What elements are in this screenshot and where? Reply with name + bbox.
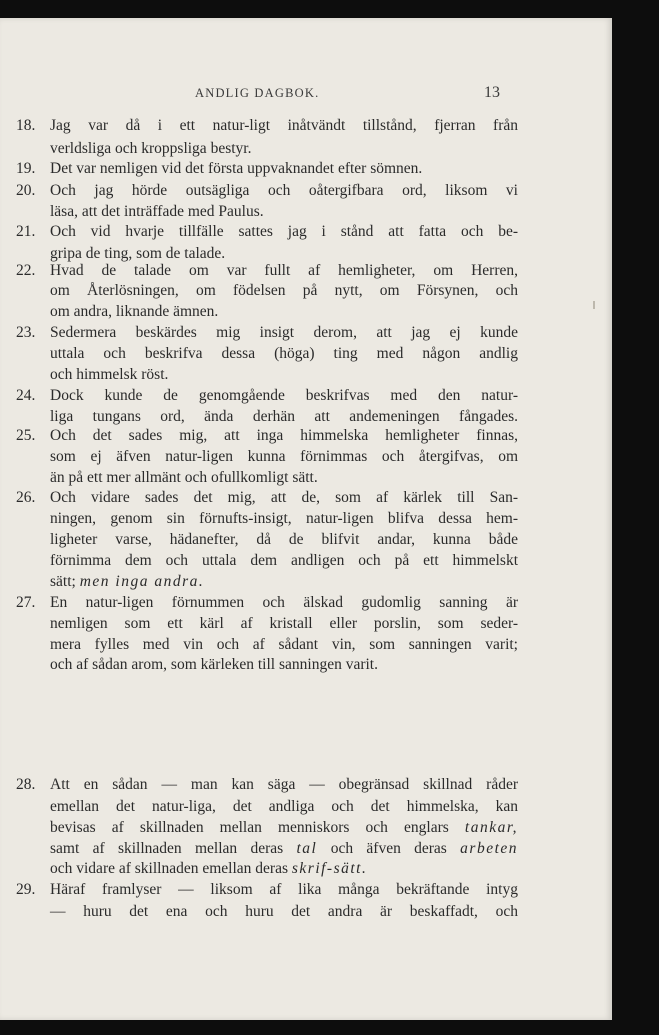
verse-line <box>50 386 518 407</box>
line-text: Och det sades mig, att inga himmelska hemligheter finnas, <box>50 427 518 444</box>
verse-line <box>50 181 518 202</box>
verse-line <box>50 902 518 923</box>
emphasis-text: arbeten <box>460 840 519 857</box>
line-text: verldsliga och kroppsliga bestyr. <box>50 140 252 157</box>
line-text: än på ett mer allmänt och ofullkomligt sätt. <box>50 469 318 486</box>
line-text: om andra, liknande ämnen. <box>50 303 219 320</box>
verse-line <box>50 859 367 880</box>
verse-line <box>50 509 518 530</box>
verse-line <box>50 159 422 180</box>
verse-line <box>50 261 518 282</box>
book-page <box>0 18 612 1020</box>
line-text: ningen, genom sin förnufts-insigt, natur-ligen blifva dessa hem- <box>50 510 518 527</box>
line-text: Jag var då i ett natur-ligt inåtvändt tillstånd, fjerran från <box>50 117 518 134</box>
emphasis-text: tal <box>296 840 318 857</box>
verse-line <box>50 365 168 386</box>
emphasis-text: tankar, <box>464 819 519 836</box>
verse-line <box>50 344 518 365</box>
emphasis-text: skrif-sätt. <box>291 860 368 877</box>
verse-number: 20. <box>16 182 36 199</box>
verse-number: 27. <box>16 594 36 611</box>
line-text: läsa, att det inträffade med Paulus. <box>50 203 264 220</box>
line-text: liga tungans ord, ända derhän att andemeningen fångades. <box>50 408 518 425</box>
line-text: gripa de ting, som de talade. <box>50 245 226 262</box>
line-text: och himmelsk röst. <box>50 366 169 383</box>
verse-line <box>50 797 518 818</box>
line-text: nemligen som ett kärl af kristall eller porslin, som seder- <box>50 615 518 632</box>
verse-line <box>50 222 518 243</box>
line-text: Häraf framlyser — liksom af lika många bekräftande intyg <box>50 881 518 898</box>
line-text: ligheter varse, hädanefter, då de blifvit andar, kunna både <box>50 531 518 548</box>
verse-number: 23. <box>16 324 36 341</box>
verse-line <box>50 281 518 302</box>
verse-line <box>50 202 264 223</box>
verse-line <box>50 530 518 551</box>
line-text: och äfven deras <box>330 840 447 857</box>
line-text: Dock kunde de genomgående beskrifvas med den natur- <box>50 387 518 404</box>
line-text: Och vidare sades det mig, att de, som af kärlek till San- <box>50 489 518 506</box>
verse-line <box>50 323 518 344</box>
emphasis-text: men inga andra. <box>79 573 205 590</box>
running-head: ANDLIG DAGBOK. <box>195 86 320 100</box>
paper-speck <box>593 301 595 309</box>
line-text: bevisas af skillnaden mellan menniskors och englars <box>50 819 449 836</box>
line-text: Och vid hvarje tillfälle sattes jag i stånd att fatta och be- <box>50 223 518 240</box>
verse-line <box>50 447 518 468</box>
line-text: En natur-ligen förnummen och älskad gudomlig sanning är <box>50 594 518 611</box>
line-text: förnimma dem och uttala dem andligen och på ett himmelskt <box>50 552 518 569</box>
verse-number: 29. <box>16 881 36 898</box>
line-text: och vidare af skillnaden emellan deras <box>50 860 288 877</box>
verse-line <box>50 593 518 614</box>
verse-line <box>50 818 518 839</box>
verse-line <box>50 880 518 901</box>
verse-number: 26. <box>16 489 36 506</box>
verse-number: 18. <box>16 117 36 134</box>
verse-line <box>50 302 218 323</box>
verse-line <box>50 655 378 676</box>
verse-number: 24. <box>16 387 36 404</box>
verse-number: 22. <box>16 262 36 279</box>
verse-line <box>50 614 518 635</box>
line-text: emellan det natur-liga, det andliga och det himmelska, kan <box>50 798 518 815</box>
line-text: Och jag hörde outsägliga och oåtergifbara ord, liksom vi <box>50 182 518 199</box>
verse-line <box>50 468 318 489</box>
verse-line <box>50 488 518 509</box>
line-text: Att en sådan — man kan säga — obegränsad skillnad råder <box>50 776 518 793</box>
line-text: uttala och beskrifva dessa (höga) ting med någon andlig <box>50 345 518 362</box>
page-header <box>195 86 500 104</box>
line-text: sätt; <box>50 573 76 590</box>
line-text: — huru det ena och huru det andra är beskaffadt, och <box>50 903 518 920</box>
line-text: Hvad de talade om var fullt af hemligheter, om Herren, <box>50 262 518 279</box>
line-text: och af sådan arom, som kärleken till sanningen varit. <box>50 656 378 673</box>
verse-line <box>50 426 518 447</box>
line-text: mera fylles med vin och af sådant vin, som sanningen varit; <box>50 636 518 653</box>
line-text: Det var nemligen vid det första uppvaknandet efter sömnen. <box>50 160 423 177</box>
verse-number: 19. <box>16 160 36 177</box>
line-text: som ej äfven natur-ligen kunna förnimmas och återgifvas, om <box>50 448 518 465</box>
verse-number: 25. <box>16 427 36 444</box>
verse-line <box>50 116 518 137</box>
verse-line <box>50 551 518 572</box>
verse-line <box>50 635 518 656</box>
line-text: Sedermera beskärdes mig insigt derom, att jag ej kunde <box>50 324 518 341</box>
verse-line <box>50 407 518 428</box>
verse-line <box>50 572 204 593</box>
page-number: 13 <box>484 84 500 101</box>
verse-number: 28. <box>16 776 36 793</box>
verse-line <box>50 839 518 860</box>
line-text: om Återlösningen, om födelsen på nytt, om Försynen, och <box>50 282 518 299</box>
line-text: samt af skillnaden mellan deras <box>50 840 284 857</box>
verse-number: 21. <box>16 223 36 240</box>
verse-line <box>50 775 518 796</box>
verse-line <box>50 139 251 160</box>
